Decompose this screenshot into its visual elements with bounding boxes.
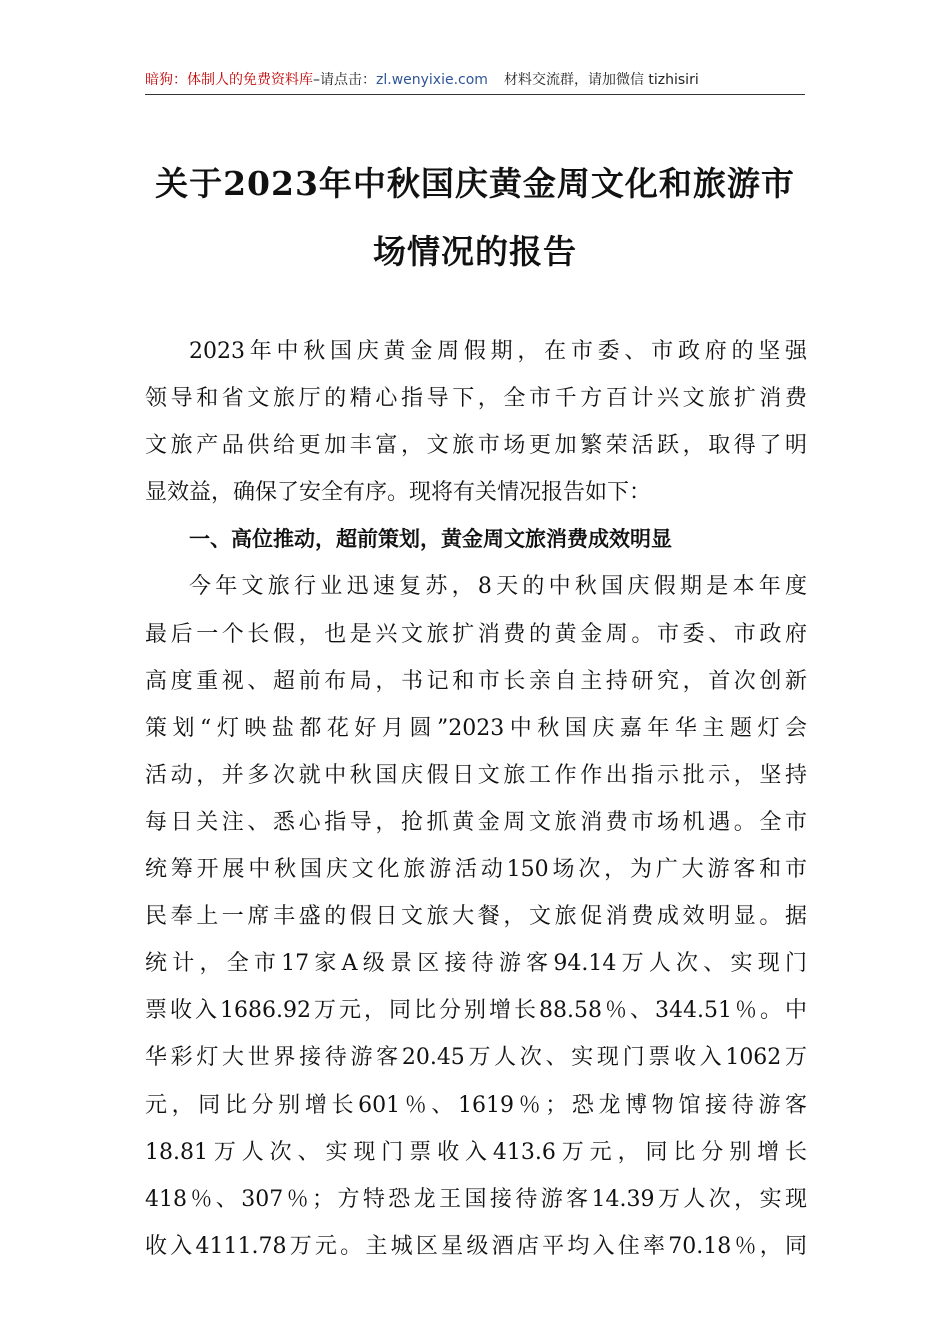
header-wechat-note: 材料交流群，请加微信 tizhisiri bbox=[503, 72, 699, 88]
paragraph-2-line: 高度重视、超前布局，书记和市长亲自主持研究，首次创新 bbox=[145, 668, 807, 694]
paragraph-2-line: 策划“灯映盐都花好月圆”2023中秋国庆嘉年华主题灯会 bbox=[145, 715, 807, 741]
paragraph-2-line: 票收入1686.92万元，同比分别增长88.58％、344.51％。中 bbox=[145, 998, 807, 1024]
paragraph-2-line: 元，同比分别增长601％、1619％；恐龙博物馆接待游客 bbox=[145, 1092, 807, 1118]
paragraph-2-line: 今年文旅行业迅速复苏，8天的中秋国庆假期是本年度 bbox=[189, 574, 807, 600]
title-line-1: 关于2023年中秋国庆黄金周文化和旅游市 bbox=[155, 164, 795, 203]
paragraph-1-line: 文旅产品供给更加丰富，文旅市场更加繁荣活跃，取得了明 bbox=[145, 433, 807, 459]
header-site-name: 暗狗：体制人的免费资料库 bbox=[145, 72, 313, 88]
paragraph-2-line: 收入4111.78万元。主城区星级酒店平均入住率70.18％，同 bbox=[145, 1233, 807, 1259]
paragraph-2-line: 每日关注、悉心指导，抢抓黄金周文旅消费市场机遇。全市 bbox=[145, 809, 807, 835]
section-1-heading: 一、高位推动，超前策划，黄金周文旅消费成效明显 bbox=[189, 527, 672, 552]
paragraph-2-line: 418％、307％；方特恐龙王国接待游客14.39万人次，实现 bbox=[145, 1186, 807, 1212]
paragraph-2-line: 18.81万人次、实现门票收入413.6万元，同比分别增长 bbox=[145, 1139, 807, 1165]
paragraph-2-line: 活动，并多次就中秋国庆假日文旅工作作出指示批示，坚持 bbox=[145, 762, 807, 788]
paragraph-2-line: 民奉上一席丰盛的假日文旅大餐，文旅促消费成效明显。据 bbox=[145, 904, 807, 930]
paragraph-1-line: 显效益，确保了安全有序。现将有关情况报告如下： bbox=[145, 480, 652, 506]
paragraph-1-line: 2023年中秋国庆黄金周假期，在市委、市政府的坚强 bbox=[189, 339, 807, 364]
paragraph-1-line: 领导和省文旅厅的精心指导下，全市千方百计兴文旅扩消费 bbox=[145, 386, 807, 412]
header-click-prompt: –请点击： bbox=[313, 72, 376, 88]
document-header bbox=[145, 68, 805, 95]
title-line-2: 场情况的报告 bbox=[373, 232, 577, 271]
paragraph-2-line: 华彩灯大世界接待游客20.45万人次、实现门票收入1062万 bbox=[145, 1045, 807, 1071]
document-body bbox=[145, 328, 807, 1270]
paragraph-2-line: 统筹开展中秋国庆文化旅游活动150场次，为广大游客和市 bbox=[145, 857, 807, 883]
paragraph-2-line: 最后一个长假，也是兴文旅扩消费的黄金周。市委、市政府 bbox=[145, 621, 807, 647]
paragraph-2-line: 统计，全市17家A级景区接待游客94.14万人次、实现门 bbox=[145, 951, 807, 977]
header-site-link[interactable]: zl.wenyixie.com bbox=[376, 72, 488, 88]
document-title bbox=[140, 150, 810, 286]
